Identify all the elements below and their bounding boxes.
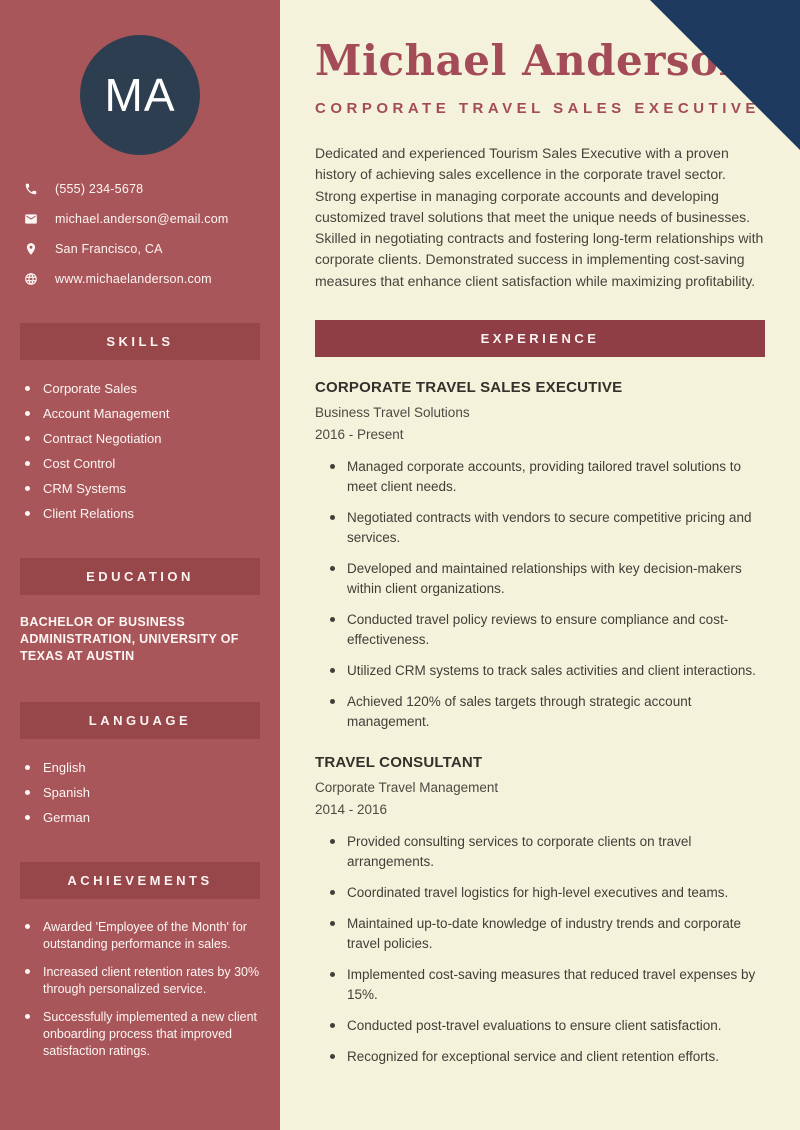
bullet-dot-icon <box>25 1014 30 1019</box>
job-company: Business Travel Solutions <box>315 405 470 421</box>
job-bullet <box>330 914 765 954</box>
education-header-label: EDUCATION <box>86 569 194 584</box>
phone-text: (555) 234-5678 <box>55 182 144 196</box>
job-bullet-text: Achieved 120% of sales targets through strategic account management. <box>347 694 692 730</box>
person-title: CORPORATE TRAVEL SALES EXECUTIVE <box>315 100 760 117</box>
bullet-dot-icon <box>25 486 30 491</box>
bullet-dot-icon <box>330 464 335 469</box>
job-bullet-text: Utilized CRM systems to track sales activities and client interactions. <box>347 663 756 679</box>
bullet-dot-icon <box>25 815 30 820</box>
bullet-dot-icon <box>330 566 335 571</box>
education-section-header <box>20 558 260 595</box>
job-title: TRAVEL CONSULTANT <box>315 754 483 772</box>
achievement-item <box>25 1009 264 1060</box>
bullet-dot-icon <box>330 668 335 673</box>
language-label: German <box>43 810 90 825</box>
experience-header-label: EXPERIENCE <box>480 331 600 347</box>
sidebar <box>0 0 280 1130</box>
skill-item <box>25 406 268 421</box>
job-bullet-text: Maintained up-to-date knowledge of industry trends and corporate travel policies. <box>347 916 741 952</box>
bullet-dot-icon <box>330 890 335 895</box>
job-bullet <box>330 610 765 650</box>
job-bullet-text: Recognized for exceptional service and client retention efforts. <box>347 1049 719 1065</box>
email-icon <box>24 212 38 226</box>
contact-item-email <box>24 212 266 226</box>
bullet-dot-icon <box>25 386 30 391</box>
bullet-dot-icon <box>25 765 30 770</box>
achievements-list <box>0 919 280 1060</box>
achievement-text: Awarded 'Employee of the Month' for outstanding performance in sales. <box>43 920 247 951</box>
achievement-item <box>25 919 264 953</box>
job-company: Corporate Travel Management <box>315 780 499 796</box>
bullet-dot-icon <box>25 511 30 516</box>
language-section-header <box>20 702 260 739</box>
job-bullet-text: Managed corporate accounts, providing tailored travel solutions to meet client needs. <box>347 459 741 495</box>
job-title: CORPORATE TRAVEL SALES EXECUTIVE <box>315 379 623 397</box>
job-bullet-text: Developed and maintained relationships with key decision-makers within client organizations. <box>347 561 742 597</box>
job-bullet <box>330 1047 765 1067</box>
job-bullet-text: Negotiated contracts with vendors to secure competitive pricing and services. <box>347 510 752 546</box>
language-header-label: LANGUAGE <box>88 713 192 728</box>
skill-label: Cost Control <box>43 456 116 471</box>
job-bullet-text: Conducted post-travel evaluations to ensure client satisfaction. <box>347 1018 722 1034</box>
achievements-header-label: ACHIEVEMENTS <box>67 873 213 888</box>
skill-label: Client Relations <box>43 506 135 521</box>
language-item <box>25 785 268 800</box>
job-bullet-list <box>315 457 765 732</box>
achievement-text: Increased client retention rates by 30% through personalized service. <box>43 965 260 996</box>
bullet-dot-icon <box>330 972 335 977</box>
bullet-dot-icon <box>25 436 30 441</box>
language-item <box>25 760 268 775</box>
bullet-dot-icon <box>25 924 30 929</box>
location-icon <box>24 242 38 256</box>
job-dates: 2014 - 2016 <box>315 802 388 818</box>
bullet-dot-icon <box>330 1023 335 1028</box>
job-bullet <box>330 692 765 732</box>
job-bullet <box>330 559 765 599</box>
job-bullet-text: Implemented cost-saving measures that reduced travel expenses by 15%. <box>347 967 756 1003</box>
location-text: San Francisco, CA <box>55 242 163 256</box>
skill-item <box>25 481 268 496</box>
job-entry-2 <box>315 754 765 1067</box>
bullet-dot-icon <box>330 921 335 926</box>
skill-item <box>25 431 268 446</box>
skills-section-header <box>20 323 260 360</box>
bullet-dot-icon <box>25 969 30 974</box>
job-bullet <box>330 1016 765 1036</box>
avatar-initials: MA <box>104 69 176 121</box>
contact-item-phone <box>24 182 266 196</box>
globe-icon <box>24 272 38 286</box>
skills-header-label: SKILLS <box>106 334 174 349</box>
experience-section-header <box>315 320 765 357</box>
skills-list <box>0 381 280 521</box>
phone-icon <box>24 182 38 196</box>
education-text: BACHELOR OF BUSINESS ADMINISTRATION, UNIVERSITY OF TEXAS AT AUSTIN <box>20 615 239 663</box>
bullet-dot-icon <box>25 790 30 795</box>
achievements-section-header <box>20 862 260 899</box>
job-bullet <box>330 661 765 681</box>
job-bullet <box>330 832 765 872</box>
skill-item <box>25 506 268 521</box>
summary-text: Dedicated and experienced Tourism Sales Executive with a proven history of achieving sales excellence in the corporate travel sector. Strong expertise in managing corporate accounts and developing customized travel solutions that meet the unique needs of businesses. Skilled in negotiating contracts and fostering long-term relationships with corporate clients. Demonstrated success in implementing cost-saving measures that enhance client satisfaction while maximizing profitability. <box>315 145 764 289</box>
skill-label: Corporate Sales <box>43 381 137 396</box>
job-bullet <box>330 883 765 903</box>
language-item <box>25 810 268 825</box>
achievement-text: Successfully implemented a new client onboarding process that improved satisfaction ratings. <box>43 1010 257 1058</box>
email-text: michael.anderson@email.com <box>55 212 229 226</box>
job-bullet <box>330 508 765 548</box>
contact-list <box>0 182 280 286</box>
job-bullet-list <box>315 832 765 1067</box>
skill-label: Account Management <box>43 406 170 421</box>
bullet-dot-icon <box>330 1054 335 1059</box>
contact-item-website <box>24 272 266 286</box>
contact-item-location <box>24 242 266 256</box>
language-label: English <box>43 760 86 775</box>
job-bullet-text: Provided consulting services to corporate clients on travel arrangements. <box>347 834 692 870</box>
language-label: Spanish <box>43 785 90 800</box>
avatar <box>80 35 200 155</box>
main-content <box>280 0 800 1130</box>
job-bullet-text: Coordinated travel logistics for high-level executives and teams. <box>347 885 729 901</box>
skill-item <box>25 456 268 471</box>
job-bullet-text: Conducted travel policy reviews to ensure compliance and cost-effectiveness. <box>347 612 729 648</box>
bullet-dot-icon <box>330 515 335 520</box>
corner-triangle-decoration <box>650 0 800 150</box>
bullet-dot-icon <box>25 461 30 466</box>
skill-item <box>25 381 268 396</box>
job-bullet <box>330 457 765 497</box>
job-dates: 2016 - Present <box>315 427 404 443</box>
skill-label: CRM Systems <box>43 481 127 496</box>
person-name: Michael Anderson <box>315 36 750 85</box>
bullet-dot-icon <box>330 617 335 622</box>
skill-label: Contract Negotiation <box>43 431 162 446</box>
language-list <box>0 760 280 825</box>
achievement-item <box>25 964 264 998</box>
bullet-dot-icon <box>330 839 335 844</box>
job-entry-1 <box>315 379 765 732</box>
job-bullet <box>330 965 765 1005</box>
bullet-dot-icon <box>25 411 30 416</box>
bullet-dot-icon <box>330 699 335 704</box>
website-text: www.michaelanderson.com <box>55 272 212 286</box>
